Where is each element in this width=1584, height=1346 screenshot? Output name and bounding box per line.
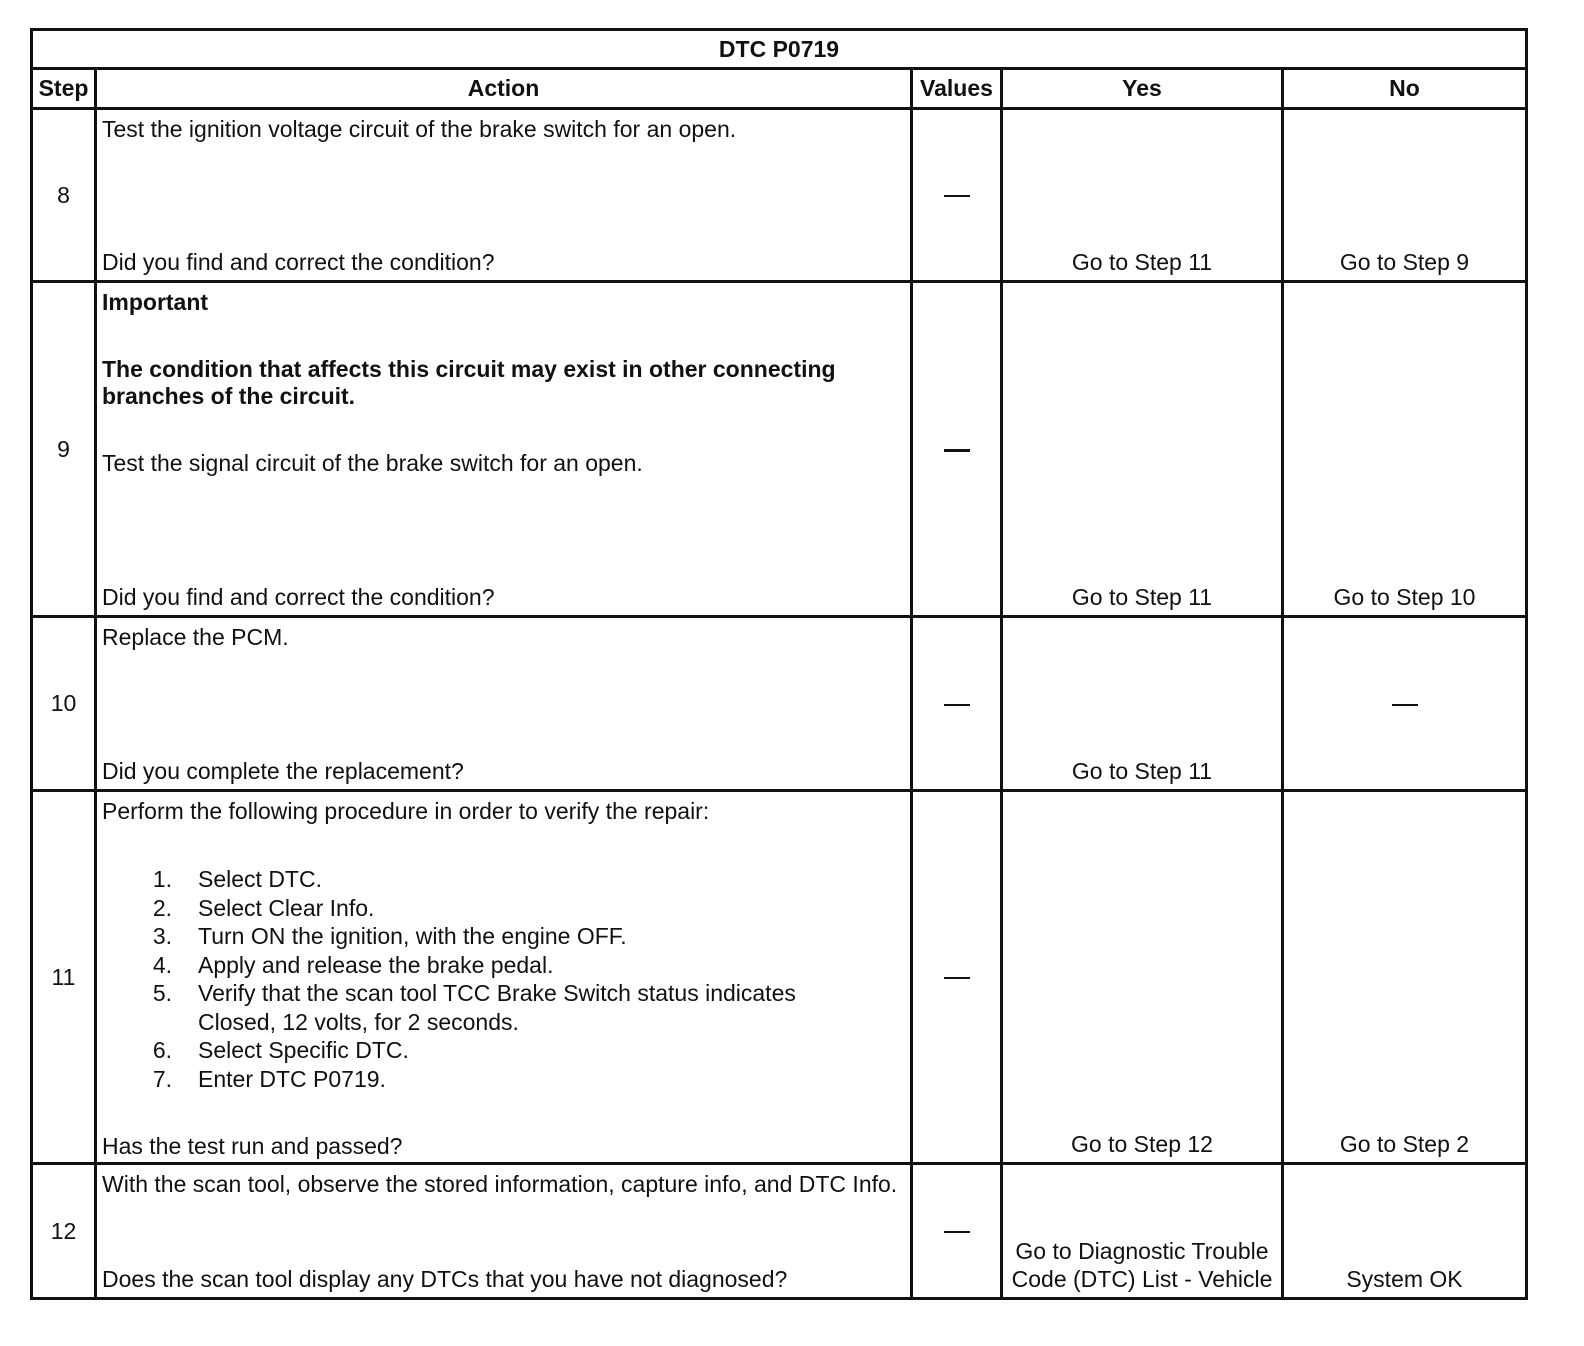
action-text: Test the ignition voltage circuit of the brake switch for an open. — [102, 116, 737, 142]
table-row — [32, 1164, 1527, 1299]
step-number: 12 — [32, 1164, 96, 1299]
values-cell — [912, 1164, 1002, 1299]
header-action: Action — [96, 69, 912, 109]
list-item: 1. Select DTC. — [152, 866, 322, 892]
important-label: Important — [102, 289, 209, 315]
values-cell — [912, 282, 1002, 617]
step-number: 8 — [32, 109, 96, 282]
table-row — [32, 791, 1527, 1164]
yes-cell: Go to Step 11 — [1002, 617, 1283, 791]
action-cell — [96, 282, 912, 617]
action-text: Perform the following procedure in order to verify the repair: — [102, 798, 710, 824]
list-item: 4. Apply and release the brake pedal. — [152, 951, 554, 978]
dash-mark — [944, 449, 970, 452]
important-note: The condition that affects this circuit may exist in other connecting branches of the circuit. — [102, 356, 836, 409]
header-values: Values — [912, 69, 1002, 109]
values-cell — [912, 109, 1002, 282]
action-question: Did you complete the replacement? — [102, 758, 464, 784]
header-no: No — [1283, 69, 1527, 109]
step-number: 9 — [32, 282, 96, 617]
values-cell — [912, 617, 1002, 791]
action-cell — [96, 617, 912, 791]
dash-mark — [944, 704, 970, 706]
dash-mark — [944, 195, 970, 197]
dash-mark — [944, 1231, 970, 1233]
list-item: 7. Enter DTC P0719. — [152, 1065, 386, 1092]
action-cell — [96, 791, 912, 1164]
procedure-list — [102, 865, 904, 1093]
table-row — [32, 109, 1527, 282]
dash-mark — [1392, 704, 1418, 706]
dtc-table — [30, 28, 1528, 1300]
header-step: Step — [32, 69, 96, 109]
action-cell — [96, 1164, 912, 1299]
step-number: 11 — [32, 791, 96, 1164]
table-row — [32, 617, 1527, 791]
dash-mark — [944, 977, 970, 979]
yes-cell: Go to Diagnostic Trouble Code (DTC) List - Vehicle — [1002, 1164, 1283, 1299]
values-cell — [912, 791, 1002, 1164]
no-cell: System OK — [1283, 1164, 1527, 1299]
action-question: Has the test run and passed? — [102, 1133, 403, 1159]
list-item: 5. Verify that the scan tool TCC Brake Switch status indicates Closed, 12 volts, for 2 seconds. — [152, 980, 796, 1035]
list-item: 2. Select Clear Info. — [152, 894, 375, 921]
action-question: Did you find and correct the condition? — [102, 584, 495, 610]
action-cell — [96, 109, 912, 282]
step-number: 10 — [32, 617, 96, 791]
no-cell: Go to Step 9 — [1283, 109, 1527, 282]
action-question: Did you find and correct the condition? — [102, 249, 495, 275]
header-yes: Yes — [1002, 69, 1283, 109]
no-cell: Go to Step 10 — [1283, 282, 1527, 617]
yes-cell: Go to Step 11 — [1002, 282, 1283, 617]
table-row — [32, 282, 1527, 617]
table-title: DTC P0719 — [32, 30, 1527, 69]
list-item: 3. Turn ON the ignition, with the engine OFF. — [152, 923, 627, 949]
list-item: 6. Select Specific DTC. — [152, 1037, 409, 1063]
action-text: Test the signal circuit of the brake switch for an open. — [102, 450, 643, 476]
header-row — [32, 69, 1527, 109]
action-question: Does the scan tool display any DTCs that you have not diagnosed? — [102, 1266, 788, 1292]
yes-cell: Go to Step 11 — [1002, 109, 1283, 282]
action-text: With the scan tool, observe the stored information, capture info, and DTC Info. — [102, 1171, 898, 1197]
yes-cell: Go to Step 12 — [1002, 791, 1283, 1164]
no-cell: Go to Step 2 — [1283, 791, 1527, 1164]
no-cell — [1283, 617, 1527, 791]
action-text: Replace the PCM. — [102, 624, 289, 650]
